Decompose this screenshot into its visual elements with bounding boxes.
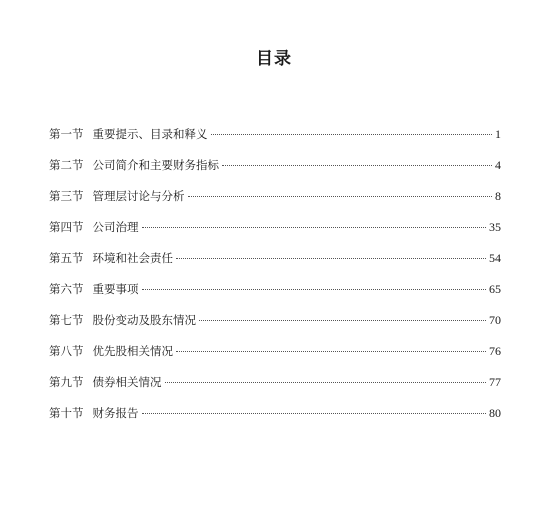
toc-entry[interactable] [49, 217, 501, 248]
dot-leader [199, 320, 486, 321]
section-title: 财务报告 [92, 406, 139, 420]
section-number: 第六节 [49, 282, 84, 296]
section-title: 重要提示、目录和释义 [92, 127, 208, 141]
toc-entry[interactable] [49, 403, 501, 434]
dot-leader [176, 351, 486, 352]
toc-entry[interactable] [49, 279, 501, 310]
toc-entry[interactable] [49, 248, 501, 279]
page-number: 8 [495, 189, 501, 203]
section-number: 第八节 [49, 344, 84, 358]
toc-entry[interactable] [49, 124, 501, 155]
dot-leader [142, 413, 487, 414]
toc-entry[interactable] [49, 186, 501, 217]
table-of-contents [49, 124, 501, 434]
dot-leader [142, 289, 487, 290]
toc-entry[interactable] [49, 341, 501, 372]
section-number: 第五节 [49, 251, 84, 265]
page-number: 65 [489, 282, 501, 296]
section-number: 第十节 [49, 406, 84, 420]
section-title: 优先股相关情况 [92, 344, 173, 358]
section-number: 第二节 [49, 158, 84, 172]
dot-leader [142, 227, 487, 228]
section-title: 公司简介和主要财务指标 [92, 158, 219, 172]
section-title: 管理层讨论与分析 [92, 189, 185, 203]
page-number: 4 [495, 158, 501, 172]
dot-leader [211, 134, 493, 135]
dot-leader [176, 258, 486, 259]
toc-entry[interactable] [49, 310, 501, 341]
section-number: 第四节 [49, 220, 84, 234]
section-number: 第一节 [49, 127, 84, 141]
section-title: 债券相关情况 [92, 375, 162, 389]
page-number: 76 [489, 344, 501, 358]
section-title: 股份变动及股东情况 [92, 313, 196, 327]
page-number: 1 [495, 127, 501, 141]
page-number: 80 [489, 406, 501, 420]
toc-entry[interactable] [49, 155, 501, 186]
page-number: 35 [489, 220, 501, 234]
dot-leader [188, 196, 493, 197]
page-number: 77 [489, 375, 501, 389]
page-number: 70 [489, 313, 501, 327]
section-title: 公司治理 [92, 220, 139, 234]
toc-entry[interactable] [49, 372, 501, 403]
dot-leader [165, 382, 487, 383]
section-number: 第九节 [49, 375, 84, 389]
page-title: 目录 [256, 49, 292, 69]
dot-leader [222, 165, 492, 166]
section-number: 第三节 [49, 189, 84, 203]
section-number: 第七节 [49, 313, 84, 327]
section-title: 环境和社会责任 [92, 251, 173, 265]
page-number: 54 [489, 251, 501, 265]
section-title: 重要事项 [92, 282, 139, 296]
